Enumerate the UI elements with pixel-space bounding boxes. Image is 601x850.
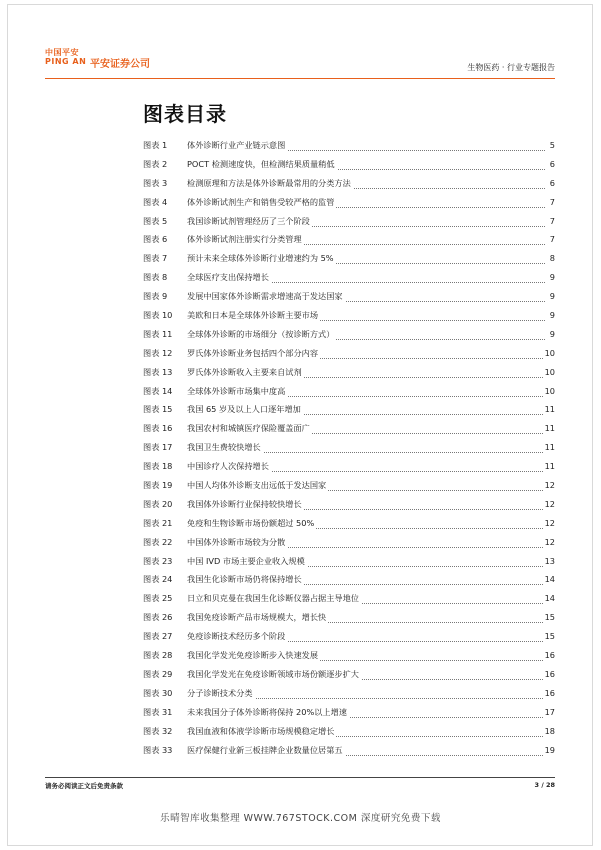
- toc-entry-page: 12: [544, 536, 555, 547]
- toc-entry-title: 中国体外诊断市场较为分散: [187, 536, 286, 547]
- toc-entry[interactable]: [143, 459, 555, 478]
- toc-entry-title: 体外诊断试剂注册实行分类管理: [187, 234, 302, 245]
- toc-entry-page: 9: [549, 328, 555, 339]
- toc-entry-title: 中国诊疗人次保持增长: [187, 461, 269, 472]
- toc-title: 图表目录: [143, 102, 227, 126]
- toc-entry[interactable]: [143, 270, 555, 289]
- toc-entry-title: 全球体外诊断市场集中度高: [187, 385, 286, 396]
- toc-entry-title: 罗氏体外诊断收入主要来自试剂: [187, 366, 302, 377]
- toc-entry-number: 图表 15: [143, 404, 173, 415]
- toc-entry-number: 图表 2: [143, 158, 168, 169]
- toc-entry-page: 12: [544, 480, 555, 491]
- toc-entry-title: POCT 检测速度快，但检测结果质量稍低: [187, 158, 335, 169]
- toc-entry-number: 图表 8: [143, 272, 168, 283]
- toc-entry-number: 图表 18: [143, 461, 173, 472]
- toc-entry-page: 10: [544, 385, 555, 396]
- toc-entry-title: 我国化学发光在免疫诊断领域市场份额逐步扩大: [187, 668, 359, 679]
- toc-entry-page: 11: [544, 442, 555, 453]
- footer-divider: [45, 777, 555, 778]
- toc-entry-page: 14: [544, 593, 555, 604]
- toc-entry-title: 罗氏体外诊断业务包括四个部分内容: [187, 347, 319, 358]
- toc-entry-number: 图表 1: [143, 140, 168, 150]
- toc-entry-number: 图表 32: [143, 725, 173, 736]
- toc-entry-page: 13: [544, 555, 555, 566]
- report-type: 生物医药 · 行业专题报告: [467, 63, 555, 72]
- toc-entry[interactable]: [143, 365, 555, 384]
- toc-entry-number: 图表 9: [143, 291, 168, 302]
- toc-entry-number: 图表 10: [143, 310, 173, 321]
- pingan-logo: [45, 48, 86, 67]
- toc-entry[interactable]: [143, 554, 555, 573]
- toc-entry-page: 18: [544, 725, 555, 736]
- toc-entry-number: 图表 26: [143, 612, 173, 623]
- toc-entry-title: 我国 65 岁及以上人口逐年增加: [187, 404, 301, 415]
- toc-entry[interactable]: [143, 591, 555, 610]
- toc-entry-page: 9: [549, 310, 555, 321]
- toc-entry[interactable]: [143, 705, 555, 724]
- toc-entry-page: 7: [549, 196, 555, 207]
- toc-entry-page: 6: [549, 158, 555, 169]
- toc-entry-number: 图表 11: [143, 328, 173, 339]
- toc-entry-page: 5: [549, 140, 555, 150]
- page-number: 3 / 28: [534, 781, 555, 789]
- toc-entry-title: 中国 IVD 市场主要企业收入规模: [187, 555, 305, 566]
- toc-list: [143, 138, 555, 761]
- toc-entry-title: 全球医疗支出保持增长: [187, 272, 269, 283]
- toc-entry-number: 图表 6: [143, 234, 168, 245]
- toc-entry-number: 图表 7: [143, 253, 168, 264]
- toc-entry-title: 我国卫生费较快增长: [187, 442, 261, 453]
- toc-entry[interactable]: [143, 610, 555, 629]
- page-header: [45, 48, 555, 82]
- toc-entry[interactable]: [143, 157, 555, 176]
- toc-entry-number: 图表 31: [143, 706, 173, 717]
- toc-entry-title: 体外诊断行业产业链示意图: [187, 140, 286, 150]
- toc-entry[interactable]: [143, 346, 555, 365]
- toc-entry-number: 图表 16: [143, 423, 173, 434]
- toc-entry-page: 11: [544, 461, 555, 472]
- toc-entry-page: 10: [544, 366, 555, 377]
- toc-entry[interactable]: [143, 572, 555, 591]
- toc-entry[interactable]: [143, 497, 555, 516]
- toc-entry-number: 图表 14: [143, 385, 173, 396]
- toc-entry[interactable]: [143, 327, 555, 346]
- toc-entry[interactable]: [143, 629, 555, 648]
- toc-entry[interactable]: [143, 648, 555, 667]
- toc-entry-title: 我国血液和体液学诊断市场规模稳定增长: [187, 725, 335, 736]
- toc-entry-page: 17: [544, 706, 555, 717]
- toc-entry-number: 图表 17: [143, 442, 173, 453]
- toc-entry-page: 7: [549, 215, 555, 226]
- toc-entry[interactable]: [143, 214, 555, 233]
- toc-entry[interactable]: [143, 289, 555, 308]
- toc-entry-page: 11: [544, 404, 555, 415]
- toc-entry-number: 图表 23: [143, 555, 173, 566]
- toc-entry-page: 10: [544, 347, 555, 358]
- toc-entry-title: 免疫诊断技术经历多个阶段: [187, 631, 286, 642]
- toc-entry-title: 我国诊断试剂管理经历了三个阶段: [187, 215, 310, 226]
- toc-entry-number: 图表 21: [143, 517, 173, 528]
- disclaimer-note: 请务必阅读正文后免责条款: [45, 782, 123, 790]
- toc-entry-title: 检测原理和方法是体外诊断最常用的分类方法: [187, 177, 351, 188]
- toc-entry-title: 我国生化诊断市场仍将保持增长: [187, 574, 302, 585]
- toc-entry-page: 15: [544, 631, 555, 642]
- toc-entry-title: 中国人均体外诊断支出远低于发达国家: [187, 480, 327, 491]
- toc-entry[interactable]: [143, 421, 555, 440]
- toc-entry[interactable]: [143, 232, 555, 251]
- toc-entry[interactable]: [143, 743, 555, 762]
- toc-entry-title: 分子诊断技术分类: [187, 687, 253, 698]
- toc-entry-page: 11: [544, 423, 555, 434]
- toc-entry-title: 我国农村和城镇医疗保险覆盖面广: [187, 423, 310, 434]
- toc-entry-title: 美欧和日本是全球体外诊断主要市场: [187, 310, 319, 321]
- toc-entry-page: 19: [544, 744, 555, 755]
- toc-entry-page: 16: [544, 650, 555, 661]
- toc-entry-page: 7: [549, 234, 555, 245]
- toc-entry-title: 体外诊断试剂生产和销售受较严格的监管: [187, 196, 335, 207]
- toc-entry-page: 14: [544, 574, 555, 585]
- toc-entry-number: 图表 28: [143, 650, 173, 661]
- toc-entry-number: 图表 4: [143, 196, 168, 207]
- toc-entry-page: 9: [549, 291, 555, 302]
- toc-entry[interactable]: [143, 402, 555, 421]
- toc-entry[interactable]: [143, 686, 555, 705]
- toc-entry[interactable]: [143, 516, 555, 535]
- toc-entry-page: 16: [544, 687, 555, 698]
- toc-entry-title: 发展中国家体外诊断需求增速高于发达国家: [187, 291, 343, 302]
- toc-entry[interactable]: [143, 535, 555, 554]
- toc-entry-number: 图表 33: [143, 744, 173, 755]
- toc-entry-page: 6: [549, 177, 555, 188]
- toc-entry-number: 图表 22: [143, 536, 173, 547]
- toc-entry[interactable]: [143, 251, 555, 270]
- toc-entry-page: 16: [544, 668, 555, 679]
- toc-entry-number: 图表 27: [143, 631, 173, 642]
- toc-entry-page: 9: [549, 272, 555, 283]
- toc-entry-title: 我国化学发光免疫诊断步入快速发展: [187, 650, 319, 661]
- toc-entry[interactable]: [143, 724, 555, 743]
- toc-entry-page: 12: [544, 498, 555, 509]
- toc-entry-number: 图表 19: [143, 480, 173, 491]
- toc-entry-title: 预计未来全球体外诊断行业增速约为 5%: [187, 253, 334, 264]
- logo-english-text: PING AN: [45, 57, 87, 66]
- toc-entry-number: 图表 20: [143, 498, 173, 509]
- toc-entry-title: 医疗保健行业新三板挂牌企业数量位居第五: [187, 744, 343, 755]
- toc-entry-title: 我国体外诊断行业保持较快增长: [187, 498, 302, 509]
- toc-entry-title: 我国免疫诊断产品市场规模大，增长快: [187, 612, 327, 623]
- logo-chinese-text: 中国平安: [45, 48, 79, 57]
- toc-entry[interactable]: [143, 384, 555, 403]
- toc-entry-page: 12: [544, 517, 555, 528]
- header-divider: [45, 78, 555, 79]
- toc-entry-number: 图表 5: [143, 215, 168, 226]
- toc-entry-number: 图表 30: [143, 687, 173, 698]
- toc-entry-number: 图表 12: [143, 347, 173, 358]
- toc-entry-number: 图表 24: [143, 574, 173, 585]
- toc-entry-number: 图表 25: [143, 593, 173, 604]
- toc-entry-title: 日立和贝克曼在我国生化诊断仪器占据主导地位: [187, 593, 359, 604]
- toc-entry-page: 15: [544, 612, 555, 623]
- toc-entry[interactable]: [143, 440, 555, 459]
- toc-entry[interactable]: [143, 195, 555, 214]
- toc-entry-page: 8: [549, 253, 555, 264]
- toc-entry[interactable]: [143, 138, 555, 157]
- watermark: 乐晴智库收集整理 WWW.767STOCK.COM 深度研究免费下载: [160, 813, 441, 824]
- toc-entry-number: 图表 29: [143, 668, 173, 679]
- toc-entry-title: 未来我国分子体外诊断将保持 20%以上增速: [187, 706, 347, 717]
- toc-entry-number: 图表 3: [143, 177, 168, 188]
- toc-entry-title: 全球体外诊断的市场细分（按诊断方式）: [187, 328, 335, 339]
- toc-entry[interactable]: [143, 667, 555, 686]
- toc-entry[interactable]: [143, 308, 555, 327]
- company-name: 平安证券公司: [90, 59, 150, 70]
- toc-entry-title: 免疫和生物诊断市场份额超过 50%: [187, 517, 315, 528]
- toc-entry[interactable]: [143, 478, 555, 497]
- toc-entry-number: 图表 13: [143, 366, 173, 377]
- toc-entry[interactable]: [143, 176, 555, 195]
